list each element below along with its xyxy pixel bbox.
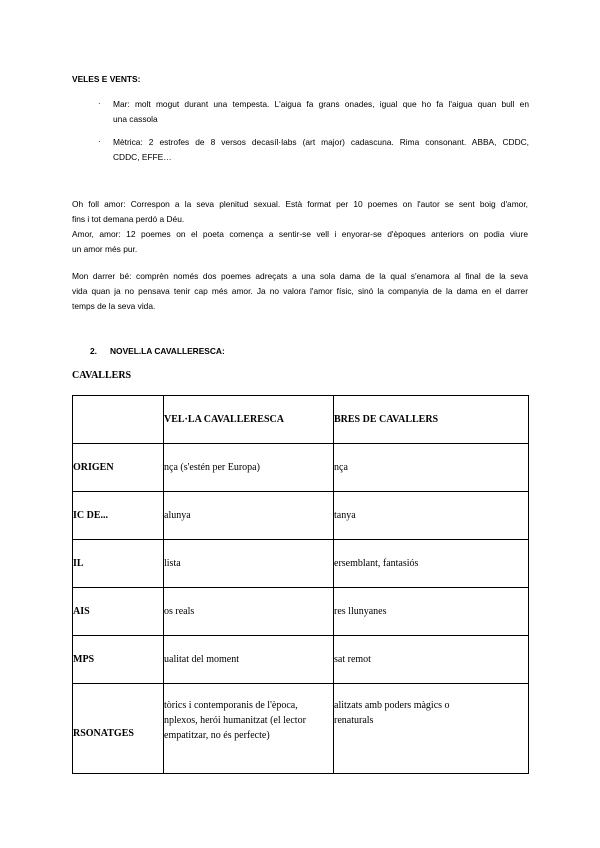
table-row	[73, 588, 529, 636]
text-line: Mètrica: 2 estrofes de 8 versos decasíl·labs (art major) cadascuna. Rima consonant. ABBA, CDDC,	[113, 137, 529, 147]
text-line: Amor, amor: 12 poemes on el poeta comença a sentir-se vell i enyorar-se d'èpoques anteriors on podia viure	[72, 229, 528, 239]
row-cell: sat remot	[334, 636, 529, 684]
table-row	[73, 684, 529, 774]
table-row	[73, 444, 529, 492]
header-cell-llibres: BRES DE CAVALLERS	[334, 396, 529, 444]
paragraph-mon-darrer-be	[72, 270, 528, 312]
paragraph-amor-amor	[72, 228, 528, 255]
header-cell-empty	[73, 396, 164, 444]
row-cell: tanya	[334, 492, 529, 540]
text-line: un amor més pur.	[72, 244, 138, 254]
row-label: IL	[73, 540, 164, 588]
row-cell: nça	[334, 444, 529, 492]
header-cell-novella: VEL·LA CAVALLERESCA	[164, 396, 334, 444]
row-cell: ualitat del moment	[164, 636, 334, 684]
text-line: temps de la seva vida.	[72, 301, 156, 311]
row-cell: lista	[164, 540, 334, 588]
row-cell: alunya	[164, 492, 334, 540]
text-line: una cassola	[113, 114, 158, 124]
row-label: RSONATGES	[73, 684, 164, 774]
table-header-row	[73, 396, 529, 444]
row-label: IC DE...	[73, 492, 164, 540]
section-number: 2.	[90, 346, 97, 356]
table-row	[73, 540, 529, 588]
veles-heading: VELES E VENTS:	[72, 74, 141, 84]
text-line: fins i tot demana perdó a Déu.	[72, 214, 185, 224]
text-line: vida quan ja no pensava tenir cap més amor. Ja no valora l'amor físic, sinó la companyia de la dama en el darrer	[72, 286, 528, 296]
section-subtitle: CAVALLERS	[72, 370, 132, 381]
bullet-marker: ·	[98, 99, 101, 108]
section-title: NOVEL.LA CAVALLERESCA:	[110, 346, 225, 356]
bullet-marker: ·	[98, 137, 101, 146]
table-row	[73, 492, 529, 540]
row-cell: tòrics i contemporanis de l'època, nplexos, herói humanitzat (el lector empatitzar, no és perfecte)	[164, 684, 334, 774]
text-line: Mar: molt mogut durant una tempesta. L'aigua fa grans onades, igual que ho fa l'aigua quan bull en	[113, 99, 529, 109]
cavallers-table	[72, 395, 529, 774]
row-cell: alitzats amb poders màgics o renaturals	[334, 684, 529, 774]
row-label: AIS	[73, 588, 164, 636]
veles-bullet-mar	[113, 98, 529, 125]
row-cell: nça (s'estén per Europa)	[164, 444, 334, 492]
row-cell: res llunyanes	[334, 588, 529, 636]
text-line: Oh foll amor: Correspon a la seva plenitud sexual. Està format per 10 poemes on l'autor se sent boig d'amor,	[72, 199, 528, 209]
row-label: MPS	[73, 636, 164, 684]
table-row	[73, 636, 529, 684]
veles-bullet-metrica	[113, 136, 529, 163]
text-line: CDDC, EFFE…	[113, 152, 172, 162]
row-cell: ersemblant, fantasiós	[334, 540, 529, 588]
row-label: ORIGEN	[73, 444, 164, 492]
paragraph-oh-foll-amor	[72, 198, 528, 225]
text-line: Mon darrer bé: comprèn només dos poemes adreçats a una sola dama de la qual s'enamora al final de la seva	[72, 271, 528, 281]
row-cell: os reals	[164, 588, 334, 636]
